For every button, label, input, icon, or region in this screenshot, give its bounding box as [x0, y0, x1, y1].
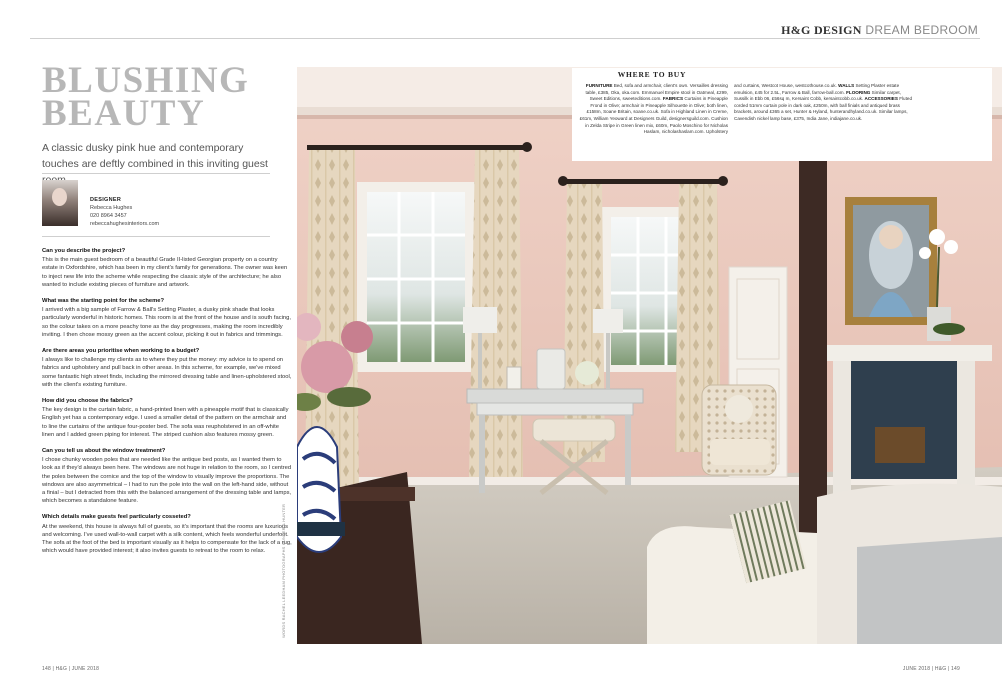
qa-block [42, 447, 292, 505]
header-rule [30, 38, 980, 39]
question: Which details make guests feel particularly cosseted? [42, 514, 191, 521]
category-text: Bed, sofa and armchair, client's own. Versailles dressing table, £385, Oka, oka.com. Emmanuel Empire stool in Oatmeal, £299, Sweet Editions, sweeteditions.com. [585, 83, 728, 102]
qa-block [42, 247, 292, 289]
photo-credit-text: WORDS RACHEL LEEDHAM PHOTOGRAPHS HUNTER & HUNTER [281, 503, 286, 638]
answer: I always like to challenge my clients as to where they put the money: my advice is to spend on fabrics and upholstery and pull back in other areas. In this scheme, for example, we've mixed some fantastic high street finds, including the mirrored dressing table and linen-upholstered stool, with the client's existing furniture. [42, 357, 292, 388]
standfirst: A classic dusky pink hue and contemporary touches are deftly combined in this inviting guest [42, 142, 268, 170]
answer: I arrived with a big sample of Farrow & Ball's Setting Plaster, a dusky pink shade that looks particularly wonderful in historic homes. This room is at the front of the house and is south facing, so the colour takes on a more peachy tone as the day progresses, making the room incredibly inviting. I then chose mossy green as the accent colour, picking it out in fabrics and trimmings. [42, 307, 291, 338]
designer-info [90, 196, 159, 228]
category-label: FLOORING [846, 89, 871, 95]
answer: I chose chunky wooden poles that are needed like the antique bed posts, as I wanted them to look as if they'd always been here. The windows are not huge in relation to the room, so I centred the poles between the cornice and the top of the window to visually improve the proportions. The windows are also asymmetrical – I had to run the pole into the wall on the left-hand side, without a finial – but I detracted from this with the balanced arrangement of the dressing table and lamps, which becomes a standalone feature. [42, 457, 292, 505]
interview-text [42, 247, 292, 564]
category-label: FABRICS [662, 96, 684, 102]
qa-block [42, 513, 292, 555]
question: What was the starting point for the scheme? [42, 298, 165, 305]
category-text: and curtains, Westcot House, westcothouse.co.uk. [734, 83, 837, 88]
question: Are there areas you prioritise when working to a budget? [42, 348, 200, 355]
category-label: FURNITURE [585, 83, 613, 88]
folio-right: JUNE 2018 | H&G | 149 [902, 666, 960, 672]
designer-label: DESIGNER [90, 197, 122, 203]
answer: The key design is the curtain fabric, a hand-printed linen with a pineapple motif that is classically English yet has a contemporary edge. I used a smaller detail of the pattern on the armchair and to line the curtains of the antique four-poster bed. The sofa was reupholstered in an off-white linen and I added green piping for interest. The striped cushion also features mossy green. [42, 407, 289, 438]
designer-website: rebeccahughesinteriors.com [90, 221, 160, 227]
headline [42, 60, 282, 134]
category-text: Setting Plaster estate emulsion, £45 for 2.5L, Farrow & Ball, farrow-ball.com. [734, 83, 900, 95]
section-name: DREAM BEDROOM [865, 23, 978, 37]
section-tag [781, 23, 978, 38]
where-to-buy-column-2 [734, 83, 912, 123]
question: How did you choose the fabrics? [42, 398, 133, 405]
photo-credit [281, 498, 291, 638]
where-to-buy-title: WHERE TO BUY [617, 70, 687, 79]
category-text: Fluted corded 51mm curtain pole in dark oak, £250m, with ball finials and antiqued brass brackets, around £365 a set, Hunter & Hyland, hunterandhyland.co.uk. Similar lamps, Cavendish nickel lamp base, £375, India Jane, indiajane.co.uk. [734, 96, 912, 121]
category-label: WALLS [838, 83, 855, 88]
designer-name: Rebecca Hughes [90, 205, 133, 211]
category-text: Similar carpet, Sussilk in Ebb 06, £56sq m, Kersaint Cobb, kersaintcobb.co.uk. [734, 89, 901, 102]
qa-block [42, 347, 292, 389]
headline-line-2: BEAUTY [42, 93, 206, 134]
folio-left: 148 | H&G | JUNE 2018 [42, 666, 100, 672]
where-to-buy-box [572, 68, 992, 161]
question: Can you tell us about the window treatment? [42, 448, 166, 455]
where-to-buy-column-1 [578, 83, 728, 136]
answer: At the weekend, this house is always full of guests, so it's important that the rooms are luxurious and welcoming. I've used wall-to-wall carpet with a silk content, which feels wonderful underfoot. The sofa at the foot of the bed is important visually as it helps to compensate for the lack of a rug, which would have provided interest; it also invites guests to retreat to the room to relax. [42, 523, 292, 555]
designer-box [42, 180, 282, 228]
intro-column [42, 60, 282, 188]
designer-phone: 020 8964 3457 [90, 213, 127, 219]
qa-block [42, 397, 292, 439]
category-label: ACCESSORIES [864, 96, 898, 102]
divider-bottom [42, 236, 270, 237]
headline-line-1: BLUSHING [42, 60, 250, 101]
magazine-brand: H&G DESIGN [781, 23, 862, 37]
answer: This is the main guest bedroom of a beautiful Grade II-listed Georgian property on a country estate in Oxfordshire, which has been in my client's family for generations. The owner was keen to inject new life into the scheme while respecting the classic style of the architecture; he also wanted to include existing pieces of furniture and artwork. [42, 257, 288, 288]
question: Can you describe the project? [42, 248, 126, 254]
qa-block [42, 297, 292, 339]
divider-top [42, 173, 270, 174]
designer-portrait [42, 180, 78, 226]
category-text: Curtains in Pineapple Frond in Olive; armchair in Pineapple Silhouette in Olive; both linen, £158m, Soane Britain, soane.co.uk. Sofa in Highland Linen in Creme, £61m, William Yeoward at Designers Guild, designersguild.com. Cushion in Zelda Stripe in Green linen mix, £60m, Paolo Moschino for Nicholas Haslam, nicholashaslam.com. Upholstery [579, 96, 728, 135]
